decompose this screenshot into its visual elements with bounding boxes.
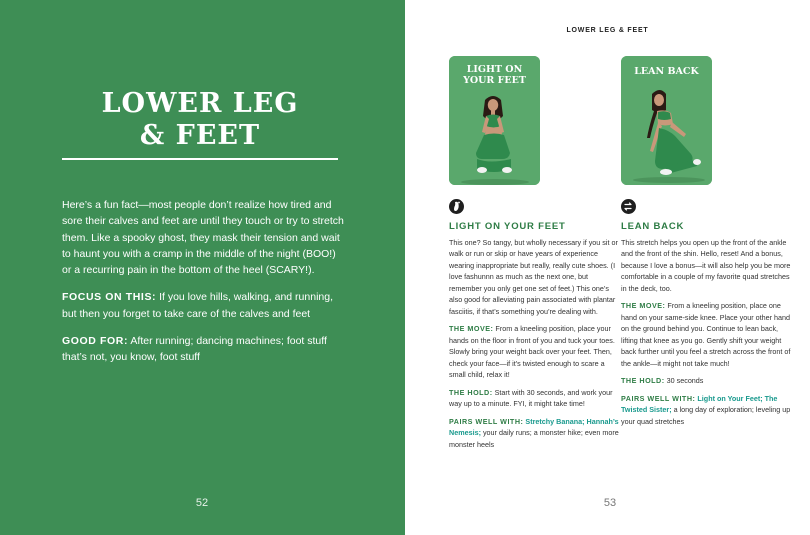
foot-icon (449, 199, 464, 214)
pairs-text: a long day of exploration; leveling up your quad stretches (621, 405, 791, 426)
page-number-left: 52 (195, 497, 209, 509)
stretch-intro: This one? So tangy, but wholly necessary if you sit or walk or run or skip or have years of experience wearing inappropriate but really, really cute shoes. (I love fashunnn as much as the next one, but remember you only get one set of feet.) This one’s also good for alleviating pain associated with plantar fasciitis, if that’s something you’re dealing with. (449, 237, 618, 316)
running-head: LOWER LEG & FEET (566, 27, 649, 34)
good-for-label: GOOD FOR: (62, 335, 129, 348)
focus-paragraph (62, 289, 344, 322)
stretch-card-lean-back (621, 56, 712, 185)
good-for-text: After running; dancing machines; foot stuff that’s not, you know, foot stuff (62, 335, 327, 364)
page-title (62, 88, 338, 152)
title-line-1: LOWER LEG (101, 88, 299, 119)
move-paragraph (621, 300, 791, 369)
move-paragraph (449, 323, 619, 381)
move-text: From a kneeling position, place your hands on the floor in front of you and tuck your toes. Slowly bring your weight back over your feet. Then, check your face—if it’s twisted enough to scare a small child, relax it! (449, 324, 615, 379)
focus-label: FOCUS ON THIS: (62, 291, 157, 304)
hold-paragraph (621, 375, 791, 387)
card-title-line-2: YOUR FEET (463, 75, 526, 86)
pairs-paragraph (449, 416, 619, 451)
stretch-heading: LEAN BACK (621, 221, 685, 232)
swap-arrows-icon (621, 199, 636, 214)
hold-paragraph (449, 387, 619, 410)
stretch-column-lean-back (621, 199, 791, 433)
stretch-heading: LIGHT ON YOUR FEET (449, 221, 566, 232)
hold-text: 30 seconds (664, 376, 704, 385)
card-title: LEAN BACK (634, 66, 699, 77)
hold-label: THE HOLD: (449, 387, 493, 397)
pairs-text: your daily runs; a monster hike; even more monster heels (449, 428, 619, 449)
stretch-intro: This stretch helps you open up the front of the ankle and the front of the shin. Hello, reset! And a bonus, because I love a bonus—it will also help you be more comfortable in a couple of my favorite quad stretches in the deck, too. (621, 237, 791, 293)
pairs-paragraph (621, 393, 791, 428)
title-divider (62, 158, 338, 160)
page-number-right: 53 (603, 497, 617, 509)
hold-text: Start with 30 seconds, and work your way up to a minute. FYI, it might take time! (449, 387, 613, 408)
pairs-label: PAIRS WELL WITH: (621, 393, 696, 403)
card-title (449, 64, 540, 86)
pairs-links: Stretchy Banana; Hannah’s Nemesis; (449, 416, 619, 437)
good-for-paragraph (62, 333, 344, 366)
pairs-label: PAIRS WELL WITH: (449, 416, 524, 426)
move-text: From a kneeling position, place one hand on your same-side knee. Place your other hand on the ground behind you. Continue to lean back, lifting that knee as you go. Gently shift your weight back further until you feel a stretch across the front of the ankle—it might not take much! (621, 301, 791, 368)
right-page (405, 0, 810, 535)
title-line-2: & FEET (139, 120, 261, 151)
stretch-card-light-on-your-feet (449, 56, 540, 185)
intro-paragraph: Here’s a fun fact—most people don’t realize how tired and sore their calves and feet are until they touch or try to stretch them. Like a spooky ghost, they mask their tension and wait to haunt you with a cramp in the middle of the night (BOO!) or a recurring pain in the bottom of the heel (SCARY!). (62, 199, 344, 277)
move-label: THE MOVE: (621, 301, 666, 310)
stretch-column-light-on-your-feet (449, 199, 619, 456)
card-title-line-1: LIGHT ON (466, 64, 523, 75)
pairs-links: Light on Your Feet; The Twisted Sister; (621, 393, 778, 414)
focus-text: If you love hills, walking, and running, but then you forget to take care of the calves and feet (62, 291, 334, 320)
intro-section (62, 197, 344, 377)
hold-label: THE HOLD: (621, 376, 665, 385)
move-label: THE MOVE: (449, 324, 494, 333)
